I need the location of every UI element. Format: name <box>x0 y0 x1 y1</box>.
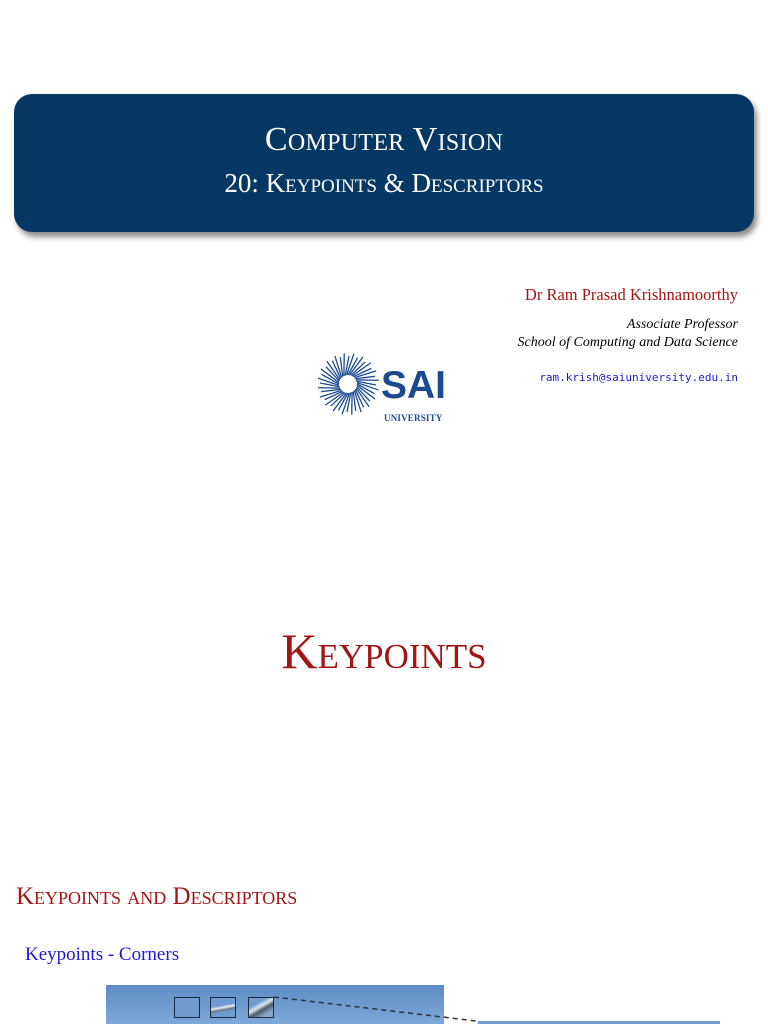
presentation-title: Computer Vision <box>264 121 504 158</box>
section-title: Keypoints <box>281 623 487 679</box>
frame-subheading: Keypoints - Corners <box>25 944 180 965</box>
logo-subtext: UNIVERSITY <box>384 413 443 423</box>
title-banner <box>14 94 754 232</box>
logo-wordmark: SAI <box>381 364 447 407</box>
presentation-subtitle: 20: Keypoints & Descriptors <box>224 168 544 198</box>
author-email-link[interactable]: ram.krish@saiuniversity.edu.in <box>539 371 738 384</box>
author-name: Dr Ram Prasad Krishnamoorthy <box>524 285 738 304</box>
author-school: School of Computing and Data Science <box>517 335 738 350</box>
patch-thumbnail-edge <box>210 997 236 1018</box>
zoom-connector-line <box>270 995 740 1024</box>
frame-title: Keypoints and Descriptors <box>16 883 298 910</box>
patch-thumbnail-flat <box>174 997 200 1018</box>
author-role: Associate Professor <box>626 317 738 332</box>
